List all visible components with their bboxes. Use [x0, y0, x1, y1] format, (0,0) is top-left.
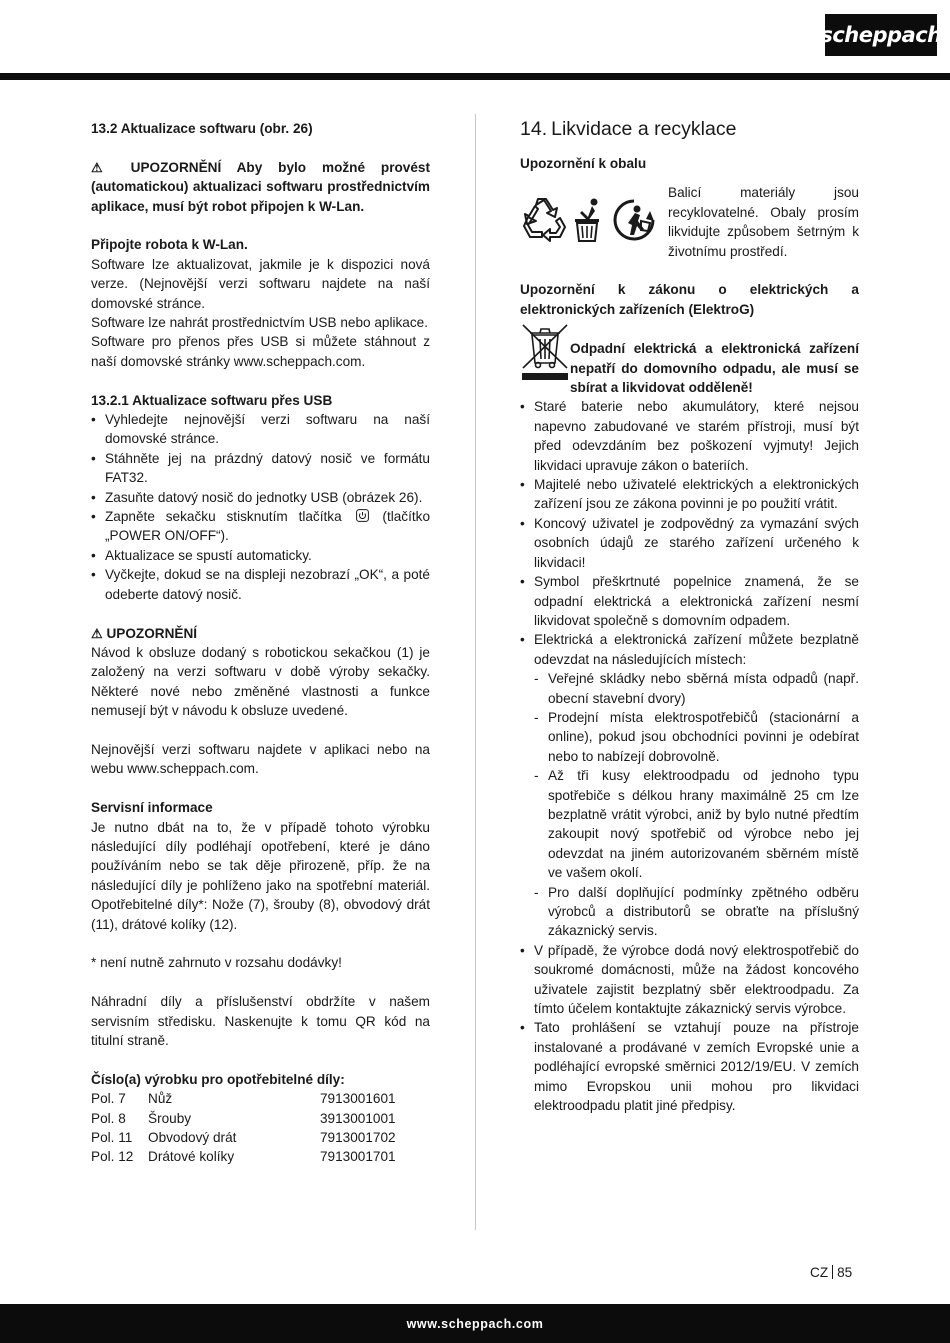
- page-number: [810, 1265, 852, 1280]
- packaging-text: Balicí materiály jsou recyklovatelné. Obaly prosím likvidujte způsobem šetrným k životnímu prostředí.: [668, 185, 859, 259]
- page-number-separator: [832, 1265, 833, 1279]
- list-item: • Zasuňte datový nosič do jednotky USB (obrázek 26).: [91, 488, 430, 507]
- list-item: [520, 630, 859, 941]
- left-column: [91, 119, 430, 1167]
- list-item: • Symbol přeškrtnuté popelnice znamená, že se odpadní elektrická a elektronická zařízení nesmí likvidovat společně s domovním odpadem.: [520, 572, 859, 630]
- brand-logo: scheppach: [825, 14, 937, 56]
- table-row: [91, 1089, 396, 1108]
- list-item-suffix: (tlačítko „POWER ON/OFF“).: [105, 509, 431, 544]
- list-item: • Staré baterie nebo akumulátory, které nejsou napevno zabudované ve starém přístroji, musí být před odevzdáním bez poškození vyjmuty! Jejich likvidaci upravuje zákon o bateriích.: [520, 397, 859, 475]
- right-column: [520, 119, 859, 1115]
- table-row: [91, 1147, 396, 1166]
- paragraph: Náhradní díly a příslušenství obdržíte v našem servisním středisku. Naskenujte k tomu QR kód na titulní straně.: [91, 994, 430, 1048]
- list-item: • Majitelé nebo uživatelé elektrických a elektronických zařízení jsou ze zákona povinni je po použití vrátit.: [520, 475, 859, 514]
- collection-points-list: [534, 669, 859, 941]
- paragraph: Software pro přenos přes USB si můžete stáhnout z naší domovské stránky www.scheppach.com.: [91, 334, 430, 369]
- paragraph: Software lze nahrát prostřednictvím USB nebo aplikace.: [91, 315, 428, 331]
- paragraph: Software lze aktualizovat, jakmile je k dispozici nová verze. (Nejnovější verzi softwaru najdete na naší domovské stránce.: [91, 256, 430, 311]
- section-heading: 13.2 Aktualizace softwaru (obr. 26): [91, 121, 313, 136]
- sub-list-item: - Veřejné skládky nebo sběrná místa odpadů (např. obecní stavební dvory): [534, 669, 859, 708]
- table-cell: 7913001601: [320, 1091, 396, 1107]
- table-cell: Pol. 7: [91, 1091, 126, 1107]
- weee-warning: Odpadní elektrická a elektronická zařízení nepatří do domovního odpadu, ale musí se sbírat a likvidovat odděleně!: [570, 341, 859, 396]
- header-bar: [0, 73, 950, 80]
- law-title: Upozornění k zákonu o elektrických a elektronických zařízeních (ElektroG): [520, 282, 859, 317]
- warning-paragraph: [91, 158, 430, 216]
- section-title-text: Likvidace a recyklace: [551, 118, 737, 140]
- list-item: • Vyčkejte, dokud se na displeji nezobrazí „OK“, a poté odeberte datový nosič.: [91, 565, 430, 604]
- list-item: • V případě, že výrobce dodá nový elektrospotřebič do soukromé domácnosti, může na žádost koncového uživatele zajistit bezplatný sběr elektroodpadu. Za tímto účelem kontaktujte zákaznický servis výrobce.: [520, 941, 859, 1019]
- column-divider: [475, 114, 476, 1230]
- list-item-text: Elektrická a elektronická zařízení můžete bezplatně odevzdat na následujících místech:: [534, 632, 859, 667]
- recycle-icon: [520, 197, 568, 243]
- table-row: [91, 1128, 396, 1147]
- packaging-title: Upozornění k obalu: [520, 156, 647, 171]
- warning-title: [91, 624, 430, 643]
- table-cell: Pol. 11: [91, 1129, 133, 1145]
- table-cell: Nůž: [148, 1091, 173, 1107]
- list-item: • Tato prohlášení se vztahují pouze na přístroje instalované a prodávané v zemích Evropské unie a podléhající evropské směrnici 2012/19/EU. V zemích mimo Evropskou unii mohou pro likvidaci elektroodpadu platit jiné předpisy.: [520, 1018, 859, 1115]
- sub-list-item: - Až tři kusy elektroodpadu od jednoho typu spotřebiče s délkou hrany maximálně 25 cm lze bezplatně vrátit výrobci, aniž by bylo nutné předtím zakoupit nový spotřebič od výrobce nebo jej odevzdat na jiném autorizovaném sběrném místě ve vašem okolí.: [534, 766, 859, 882]
- section-number: 14.: [520, 118, 548, 140]
- footer-url: www.scheppach.com: [406, 1316, 544, 1331]
- table-cell: Šrouby: [148, 1110, 192, 1126]
- weee-block: [520, 323, 859, 397]
- crossed-out-bin-icon: [520, 323, 570, 381]
- list-item-text: Zapněte sekačku stisknutím tlačítka: [105, 509, 342, 525]
- table-cell: 3913001001: [320, 1110, 396, 1126]
- parts-table: [91, 1089, 396, 1167]
- table-cell: Pol. 12: [91, 1149, 134, 1165]
- warning-icon: ⚠: [91, 159, 115, 175]
- warning-title-text: UPOZORNĚNÍ: [106, 625, 198, 641]
- table-row: [91, 1109, 396, 1128]
- page-number-value: 85: [837, 1265, 853, 1280]
- section-title: [520, 116, 859, 142]
- list-item: • Koncový uživatel je zodpovědný za vymazání svých osobních údajů ze starého zařízení určeného k likvidaci!: [520, 514, 859, 572]
- connect-title: Připojte robota k W-Lan.: [91, 237, 248, 253]
- power-button-icon: [356, 509, 369, 522]
- footer-bar: [0, 1304, 950, 1343]
- disposal-list: [520, 397, 859, 1115]
- warning-text: UPOZORNĚNÍ Aby bylo možné provést (automatickou) aktualizaci softwaru prostřednictvím aplikace, musí být robot připojen k W-Lan.: [91, 159, 431, 214]
- sub-list-item: - Prodejní místa elektrospotřebičů (stacionární a online), pokud jsou obchodníci povinni je odebírat nebo to nabízejí dobrovolně.: [534, 708, 859, 766]
- packaging-icons: [520, 183, 668, 243]
- parts-title: Číslo(a) výrobku pro opotřebitelné díly:: [91, 1071, 345, 1087]
- table-cell: Pol. 8: [91, 1110, 126, 1126]
- list-item: • Vyhledejte nejnovější verzi softwaru na naší domovské stránce.: [91, 410, 430, 449]
- paragraph: Nejnovější verzi softwaru najdete v aplikaci nebo na webu www.scheppach.com.: [91, 741, 430, 777]
- table-cell: Obvodový drát: [148, 1129, 237, 1145]
- warning-icon: ⚠: [91, 625, 103, 641]
- table-cell: Drátové kolíky: [148, 1149, 235, 1165]
- table-cell: 7913001701: [320, 1149, 396, 1165]
- subsection-heading: 13.2.1 Aktualizace softwaru přes USB: [91, 392, 333, 408]
- tidyman-recycle-icon: [610, 197, 658, 243]
- footnote: * není nutně zahrnuto v rozsahu dodávky!: [91, 955, 342, 971]
- language-code: CZ: [810, 1265, 829, 1280]
- service-title: Servisní informace: [91, 800, 213, 816]
- packaging-block: [520, 183, 859, 261]
- waste-bin-icon: [570, 197, 608, 243]
- paragraph: Je nutno dbát na to, že v případě tohoto výrobku následující díly podléhají opotřebení, které je dáno používáním nebo se tak děje přirozeně, příp. že na následující díly je pohlíženo jako na spotřební materiál. Opotřebitelné díly*: Nože (7), šrouby (8), obvodový drát (11), drátové kolíky (12).: [91, 819, 430, 932]
- table-cell: 7913001702: [320, 1129, 396, 1145]
- list-item: • Aktualizace se spustí automaticky.: [91, 546, 430, 565]
- list-item: [91, 507, 430, 546]
- usb-steps-list: [91, 410, 430, 604]
- sub-list-item: - Pro další doplňující podmínky zpětného odběru výrobců a distributorů se obraťte na příslušný zákaznický servis.: [534, 883, 859, 941]
- paragraph: Návod k obsluze dodaný s robotickou sekačkou (1) je založený na verzi softwaru v době výroby sekačky. Některé nové nebo změněné vlastnosti a funkce nemusejí být v návodu k obsluze uvedené.: [91, 644, 430, 719]
- list-item: • Stáhněte jej na prázdný datový nosič ve formátu FAT32.: [91, 449, 430, 488]
